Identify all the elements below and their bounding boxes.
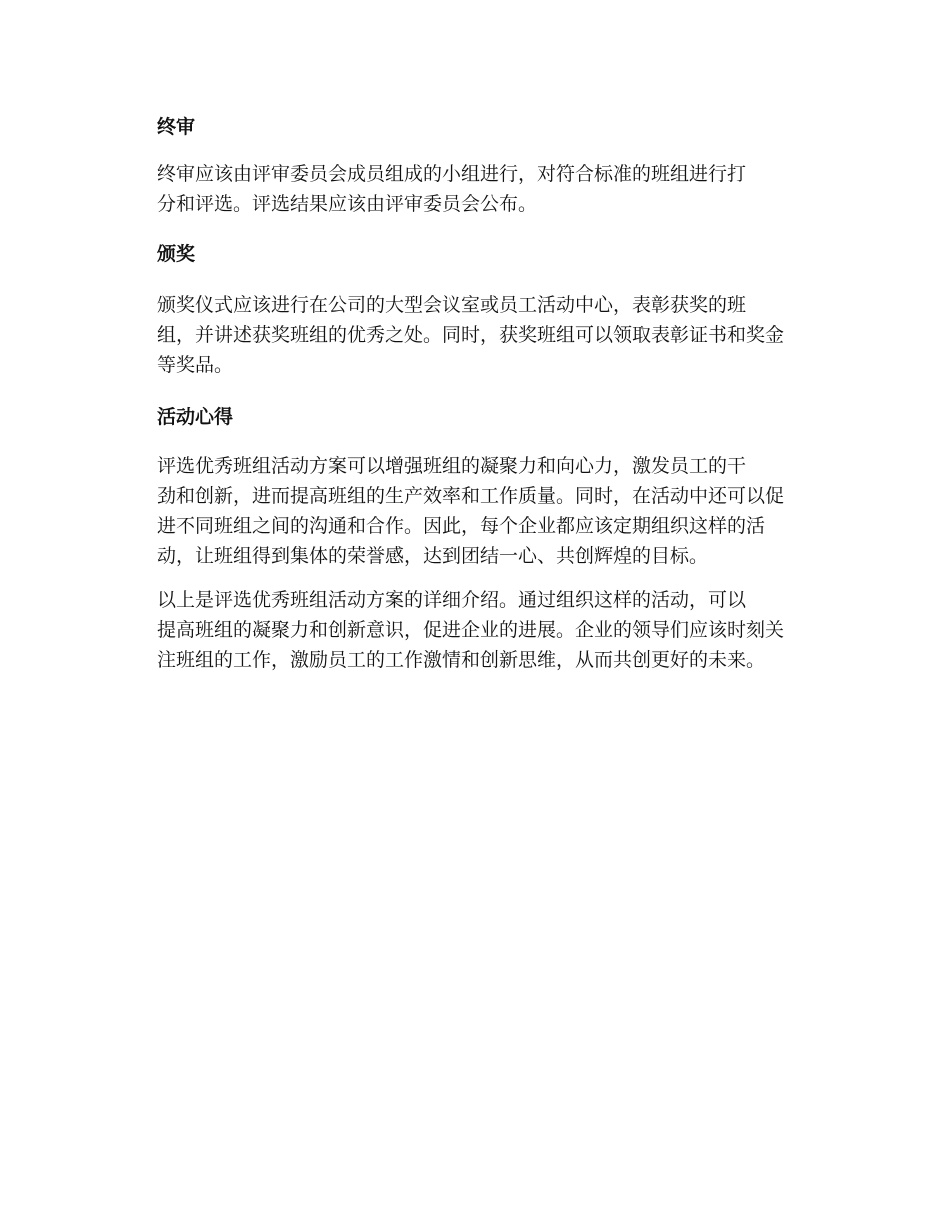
document-page — [113, 108, 831, 675]
section-heading-award: 颁奖 — [157, 243, 196, 265]
text-line: 颁奖仪式应该进行在公司的大型会议室或员工活动中心，表彰获奖的班 — [157, 294, 747, 316]
text-line: 评选优秀班组活动方案可以增强班组的凝聚力和向心力，激发员工的干 — [157, 455, 747, 477]
text-line: 分和评选。评选结果应该由评审委员会公布。 — [157, 193, 538, 215]
text-line: 等奖品。 — [157, 354, 234, 376]
paragraph-conclusion — [113, 585, 831, 675]
text-line: 提高班组的凝聚力和创新意识，促进企业的进展。企业的领导们应该时刻关 — [157, 619, 785, 641]
text-line: 注班组的工作，激励员工的工作激情和创新思维，从而共创更好的未来。 — [157, 649, 766, 671]
paragraph-reflections — [113, 451, 831, 571]
section-heading-final-review: 终审 — [157, 116, 196, 138]
text-line: 组，并讲述获奖班组的优秀之处。同时，获奖班组可以领取表彰证书和奖金 — [157, 324, 785, 346]
text-line: 进不同班组之间的沟通和合作。因此，每个企业都应该定期组织这样的活 — [157, 515, 766, 537]
section-heading-reflections: 活动心得 — [157, 406, 234, 428]
text-line: 动，让班组得到集体的荣誉感，达到团结一心、共创辉煌的目标。 — [157, 545, 709, 567]
text-line: 终审应该由评审委员会成员组成的小组进行，对符合标准的班组进行打 — [157, 163, 747, 185]
paragraph-final-review — [113, 159, 831, 219]
text-line: 以上是评选优秀班组活动方案的详细介绍。通过组织这样的活动，可以 — [157, 589, 747, 611]
text-line: 劲和创新，进而提高班组的生产效率和工作质量。同时，在活动中还可以促 — [157, 485, 785, 507]
paragraph-award — [113, 290, 831, 380]
